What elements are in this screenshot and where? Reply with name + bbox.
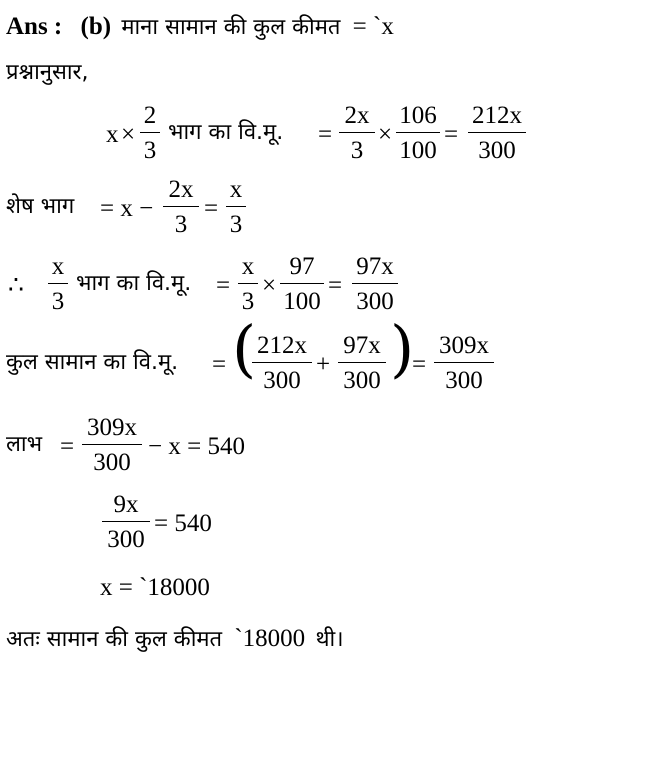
step3-words: भाग का वि.मू. (76, 271, 192, 296)
numerator: 309x (87, 414, 137, 441)
numerator: 9x (113, 491, 139, 518)
step4-eq2: = (412, 351, 427, 378)
denominator: 3 (163, 206, 199, 237)
conclusion-value: `18000 (234, 625, 306, 652)
step3-times: × (262, 272, 277, 299)
step5-expr: − x = 540 (148, 433, 245, 460)
step2-words: शेष भाग (6, 194, 75, 219)
numerator: 309x (439, 332, 489, 359)
numerator: x (241, 253, 255, 280)
right-paren: ) (390, 312, 415, 385)
step4-words: कुल सामान का वि.मू. (6, 350, 179, 375)
step1-fraction-3 (396, 103, 440, 163)
denominator: 300 (352, 283, 398, 314)
step1-fraction-4 (468, 103, 526, 163)
answer-option: (b) (80, 13, 112, 40)
assumption-text: माना सामान की कुल कीमत (121, 15, 341, 40)
conclusion (6, 626, 344, 651)
numerator: 2 (143, 102, 157, 129)
step4-fraction-3 (434, 333, 494, 393)
denominator: 3 (140, 132, 160, 163)
denominator: 300 (82, 444, 142, 475)
therefore-symbol: ∴ (8, 272, 24, 299)
denominator: 300 (468, 132, 526, 163)
denominator: 100 (396, 132, 440, 163)
numerator: 97x (356, 253, 394, 280)
numerator: x (51, 253, 65, 280)
numerator: 97x (343, 332, 381, 359)
denominator: 100 (280, 283, 324, 314)
step3-fraction-3 (280, 254, 324, 314)
step4-plus: + (316, 351, 331, 378)
step-7: x = `18000 (100, 574, 210, 601)
step3-eq2: = (328, 272, 343, 299)
answer-label: Ans : (6, 13, 63, 40)
denominator: 3 (238, 283, 258, 314)
intro-text: प्रश्नानुसार, (6, 60, 89, 85)
denominator: 300 (434, 362, 494, 393)
denominator: 3 (226, 206, 246, 237)
numerator: 97 (289, 253, 315, 280)
step1-fraction-1 (140, 103, 160, 163)
step2-eq: = (204, 195, 219, 222)
step4-eq1: = (212, 351, 227, 378)
denominator: 300 (338, 362, 386, 393)
step4-fraction-2 (338, 333, 386, 393)
conclusion-post: थी। (315, 627, 344, 652)
step1-eq2: = (444, 121, 459, 148)
step3-fraction-4 (352, 254, 398, 314)
denominator: 300 (252, 362, 312, 393)
step6-expr: = 540 (154, 510, 212, 537)
numerator: 106 (399, 102, 437, 129)
left-paren: ( (232, 312, 257, 385)
numerator: 212x (257, 332, 307, 359)
step3-eq1: = (216, 272, 231, 299)
step3-fraction-2 (238, 254, 258, 314)
step1-times: × (121, 121, 136, 148)
numerator: 2x (344, 102, 370, 129)
numerator: 2x (168, 176, 194, 203)
step2-expr: = x − (100, 195, 154, 222)
step4-fraction-1 (252, 333, 312, 393)
step5-fraction-1 (82, 415, 142, 475)
numerator: x (229, 176, 243, 203)
step2-fraction-2 (226, 177, 246, 237)
denominator: 300 (102, 521, 150, 552)
conclusion-pre: अतः सामान की कुल कीमत (6, 627, 223, 652)
step5-words: लाभ (6, 432, 43, 457)
step1-x: x (106, 121, 119, 148)
step6-fraction-1 (102, 492, 150, 552)
assumption-value: = `x (352, 13, 394, 40)
denominator: 3 (48, 283, 68, 314)
answer-header (6, 14, 394, 39)
step1-times2: × (378, 121, 393, 148)
step1-fraction-2 (339, 103, 375, 163)
step1-words: भाग का वि.मू. (168, 120, 284, 145)
step2-fraction-1 (163, 177, 199, 237)
step5-eq1: = (60, 433, 75, 460)
denominator: 3 (339, 132, 375, 163)
step1-eq1: = (318, 121, 333, 148)
numerator: 212x (472, 102, 522, 129)
step3-fraction-1 (48, 254, 68, 314)
